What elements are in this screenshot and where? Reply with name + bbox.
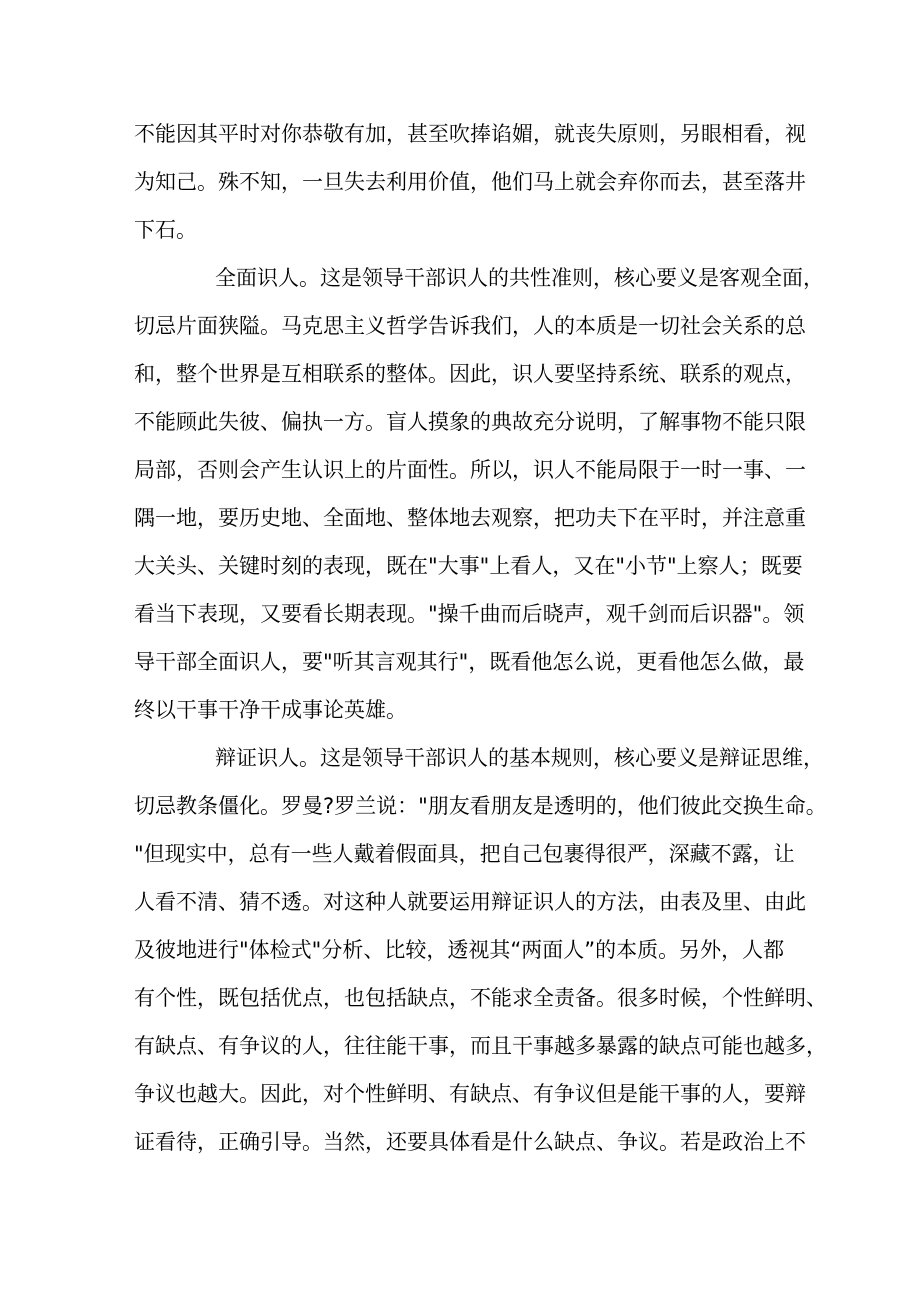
- text-line: 导干部全面识人，要"听其言观其行"，既看他怎么说，更看他怎么做，最: [134, 650, 805, 674]
- text-line: 隅一地，要历史地、全面地、整体地去观察，把功夫下在平时，并注意重: [134, 506, 806, 530]
- text-line: 人看不清、猜不透。对这种人就要运用辩证识人的方法，由表及里、由此: [134, 890, 806, 914]
- text-line: 看当下表现，又要看长期表现。"操千曲而后晓声，观千剑而后识器"。领: [134, 602, 805, 626]
- text-line: 不能因其平时对你恭敬有加，甚至吹捧谄媚，就丧失原则，另眼相看，视: [134, 122, 806, 146]
- text-line: 证看待，正确引导。当然，还要具体看是什么缺点、争议。若是政治上不: [134, 1130, 806, 1154]
- text-line: 终以干事干净干成事论英雄。: [134, 698, 407, 722]
- text-line: 为知己。殊不知，一旦失去利用价值，他们马上就会弃你而去，甚至落井: [134, 170, 806, 194]
- text-line: 有缺点、有争议的人，往往能干事，而且干事越多暴露的缺点可能也越多，: [134, 1034, 827, 1058]
- text-line: 切忌片面狭隘。马克思主义哲学告诉我们，人的本质是一切社会关系的总: [134, 314, 806, 338]
- text-line: 有个性，既包括优点，也包括缺点，不能求全责备。很多时候，个性鲜明、: [134, 986, 827, 1010]
- text-line: 及彼地进行"体检式"分析、比较，透视其“两面人”的本质。另外，人都: [134, 938, 785, 962]
- text-line: "但现实中，总有一些人戴着假面具，把自己包裹得很严，深藏不露，让: [134, 842, 795, 866]
- text-line: 大关头、关键时刻的表现，既在"大事"上看人，又在"小节"上察人；既要: [134, 554, 803, 578]
- text-line: 辩证识人。这是领导干部识人的基本规则，核心要义是辩证思维，: [215, 746, 824, 770]
- text-line: 下石。: [134, 218, 197, 242]
- text-line: 局部，否则会产生认识上的片面性。所以，识人不能局限于一时一事、一: [134, 458, 806, 482]
- text-line: 切忌教条僵化。罗曼?罗兰说："朋友看朋友是透明的，他们彼此交换生命。: [134, 794, 827, 818]
- text-line: 和，整个世界是互相联系的整体。因此，识人要坚持系统、联系的观点，: [134, 362, 806, 386]
- text-line: 不能顾此失彼、偏执一方。盲人摸象的典故充分说明，了解事物不能只限: [134, 410, 806, 434]
- text-line: 全面识人。这是领导干部识人的共性准则，核心要义是客观全面，: [215, 266, 824, 290]
- text-line: 争议也越大。因此，对个性鲜明、有缺点、有争议但是能干事的人，要辩: [134, 1082, 806, 1106]
